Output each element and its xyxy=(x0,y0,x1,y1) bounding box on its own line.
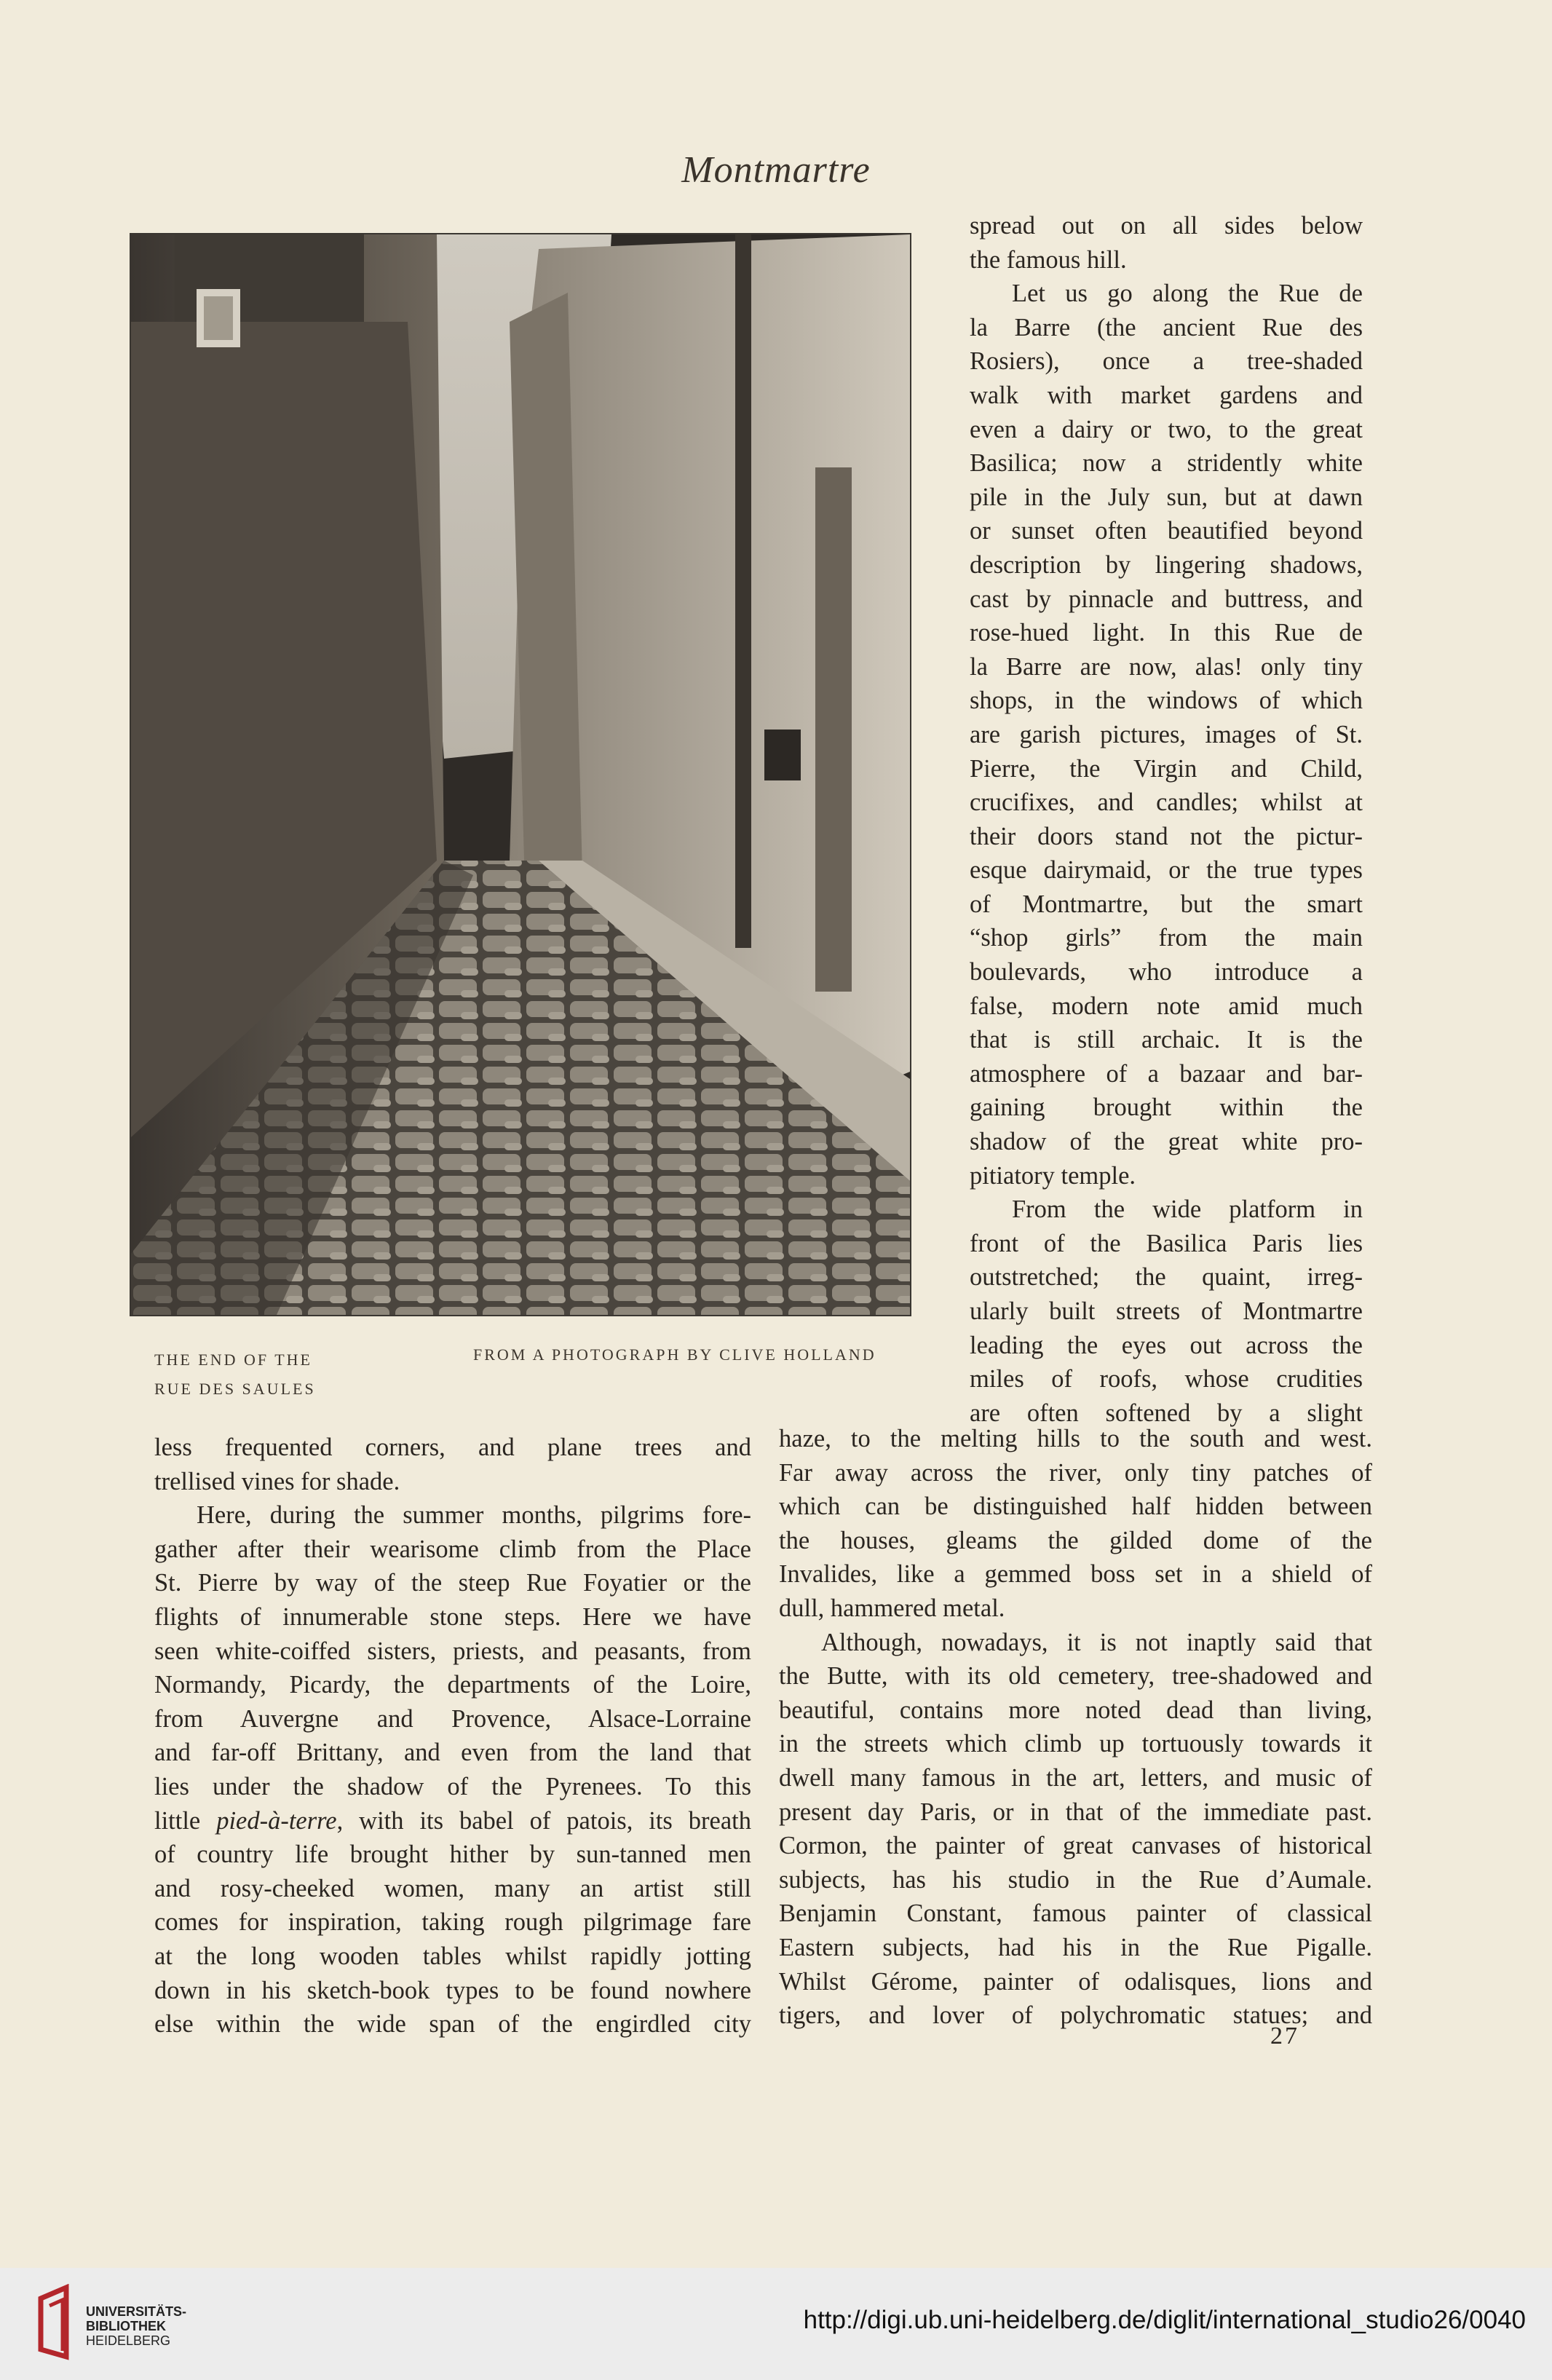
text-line: esque dairymaid, or the true types xyxy=(970,856,1363,885)
text-line: and far-off Brittany, and even from the land that xyxy=(154,1739,751,1767)
text-line: from Auvergne and Provence, Alsace-Lorraine xyxy=(154,1704,751,1733)
text-line: else within the wide span of the engirdled city xyxy=(154,2010,751,2039)
footer-bar xyxy=(0,2268,1552,2380)
text-line: or sunset often beautified beyond xyxy=(970,517,1363,545)
text-line: at the long wooden tables whilst rapidly jotting xyxy=(154,1942,751,1970)
library-name xyxy=(86,2304,186,2348)
text-line: seen white-coiffed sisters, priests, and peasants, from xyxy=(154,1637,751,1665)
text-line: Benjamin Constant, famous painter of classical xyxy=(779,1899,1372,1928)
text-line: the Butte, with its old cemetery, tree-shadowed and xyxy=(779,1662,1372,1691)
text-line: Although, nowadays, it is not inaptly said that xyxy=(821,1628,1372,1656)
text-line: in the streets which climb up tortuously towards it xyxy=(779,1730,1372,1758)
text-line: Let us go along the Rue de xyxy=(1012,280,1363,308)
page-number: 27 xyxy=(1270,2023,1299,2049)
caption-line: THE END OF THE xyxy=(154,1351,312,1369)
text-line: little pied-à-terre, with its babel of patois, its breath xyxy=(154,1806,751,1835)
text-line: dwell many famous in the art, letters, and music of xyxy=(779,1763,1372,1792)
text-line: Pierre, the Virgin and Child, xyxy=(970,754,1363,783)
text-column-top xyxy=(970,209,1363,1430)
text-line: gaining brought within the xyxy=(970,1094,1363,1122)
text-line: of Montmartre, but the smart xyxy=(970,890,1363,918)
text-line: which can be distinguished half hidden between xyxy=(779,1493,1372,1521)
text-line: Whilst Gérome, painter of odalisques, lions and xyxy=(779,1967,1372,1996)
text-line: leading the eyes out across the xyxy=(970,1331,1363,1359)
text-line: down in his sketch-book types to be found nowhere xyxy=(154,1976,751,2004)
text-line: la Barre are now, alas! only tiny xyxy=(970,652,1363,681)
text-line: shops, in the windows of which xyxy=(970,687,1363,715)
text-line: pile in the July sun, but at dawn xyxy=(970,483,1363,511)
text-line: comes for inspiration, taking rough pilgrimage fare xyxy=(154,1908,751,1937)
text-line: false, modern note amid much xyxy=(970,992,1363,1020)
text-line: gather after their wearisome climb from the Place xyxy=(154,1535,751,1563)
text-line: dull, hammered metal. xyxy=(779,1594,1005,1622)
text-line: haze, to the melting hills to the south and west. xyxy=(779,1425,1372,1452)
text-line: less frequented corners, and plane trees and xyxy=(154,1434,751,1461)
running-head: Montmartre xyxy=(681,149,871,191)
text-line: St. Pierre by way of the steep Rue Foyatier or the xyxy=(154,1569,751,1597)
text-column-left xyxy=(154,1431,751,2041)
text-line: are garish pictures, images of St. xyxy=(970,720,1363,748)
text-line: Invalides, like a gemmed boss set in a shield of xyxy=(779,1560,1372,1589)
text-line: flights of innumerable stone steps. Here we have xyxy=(154,1602,751,1631)
text-line: the famous hill. xyxy=(970,245,1127,274)
text-line: and rosy-cheeked women, many an artist still xyxy=(154,1874,751,1902)
photo-caption-title xyxy=(154,1345,316,1404)
text-line: are often softened by a slight xyxy=(970,1399,1363,1427)
text-line: walk with market gardens and xyxy=(970,381,1363,409)
text-line: cast by pinnacle and buttress, and xyxy=(970,585,1363,613)
text-line: outstretched; the quaint, irreg- xyxy=(970,1263,1363,1292)
photo-caption-credit: FROM A PHOTOGRAPH BY CLIVE HOLLAND xyxy=(473,1345,876,1364)
text-line: Here, during the summer months, pilgrims fore- xyxy=(197,1501,751,1530)
library-name-line: UNIVERSITÄTS- xyxy=(86,2304,187,2319)
text-line: Eastern subjects, had his in the Rue Pigalle. xyxy=(779,1933,1372,1961)
text-line: rose-hued light. In this Rue de xyxy=(970,619,1363,647)
text-line: Rosiers), once a tree-shaded xyxy=(970,347,1363,376)
street-photograph xyxy=(131,234,910,1315)
text-line: beautiful, contains more noted dead than living, xyxy=(779,1696,1372,1724)
text-line: boulevards, who introduce a xyxy=(970,958,1363,987)
text-line: “shop girls” from the main xyxy=(970,924,1363,952)
text-line: their doors stand not the pictur- xyxy=(970,822,1363,850)
text-line: crucifixes, and candles; whilst at xyxy=(970,788,1363,817)
text-line: front of the Basilica Paris lies xyxy=(970,1229,1363,1257)
text-line: shadow of the great white pro- xyxy=(970,1128,1363,1156)
text-line: atmosphere of a bazaar and bar- xyxy=(970,1059,1363,1088)
text-line: description by lingering shadows, xyxy=(970,550,1363,579)
text-line: tigers, and lover of polychromatic statues; and xyxy=(779,2001,1372,2030)
text-line: of country life brought hither by sun-tanned men xyxy=(154,1841,751,1869)
library-name-line: HEIDELBERG xyxy=(86,2333,171,2348)
source-url-link[interactable]: http://digi.ub.uni-heidelberg.de/diglit/international_studio26/0040 xyxy=(803,2306,1526,2334)
text-line: trellised vines for shade. xyxy=(154,1467,400,1495)
text-line: subjects, has his studio in the Rue d’Aumale. xyxy=(779,1865,1372,1894)
text-line: la Barre (the ancient Rue des xyxy=(970,313,1363,341)
text-line: Normandy, Picardy, the departments of the Loire, xyxy=(154,1671,751,1699)
text-line: even a dairy or two, to the great xyxy=(970,415,1363,443)
text-line: the houses, gleams the gilded dome of the xyxy=(779,1526,1372,1554)
text-line: Far away across the river, only tiny patches of xyxy=(779,1458,1372,1487)
italic-phrase: pied-à-terre xyxy=(216,1806,337,1835)
text-column-right xyxy=(779,1422,1372,2033)
library-name-line: BIBLIOTHEK xyxy=(86,2319,166,2333)
text-line: pitiatory temple. xyxy=(970,1161,1136,1190)
text-line: Cormon, the painter of great canvases of historical xyxy=(779,1832,1372,1860)
text-line: Basilica; now a stridently white xyxy=(970,449,1363,478)
text-line: that is still archaic. It is the xyxy=(970,1026,1363,1054)
text-line: spread out on all sides below xyxy=(970,212,1363,240)
text-line: ularly built streets of Montmartre xyxy=(970,1297,1363,1325)
text-line: From the wide platform in xyxy=(1012,1195,1363,1224)
photograph-image xyxy=(131,234,910,1315)
text-line: present day Paris, or in that of the immediate past. xyxy=(779,1798,1372,1826)
text-line: lies under the shadow of the Pyrenees. To this xyxy=(154,1772,751,1800)
caption-line: RUE DES SAULES xyxy=(154,1380,316,1398)
text-line: miles of roofs, whose crudities xyxy=(970,1365,1363,1393)
